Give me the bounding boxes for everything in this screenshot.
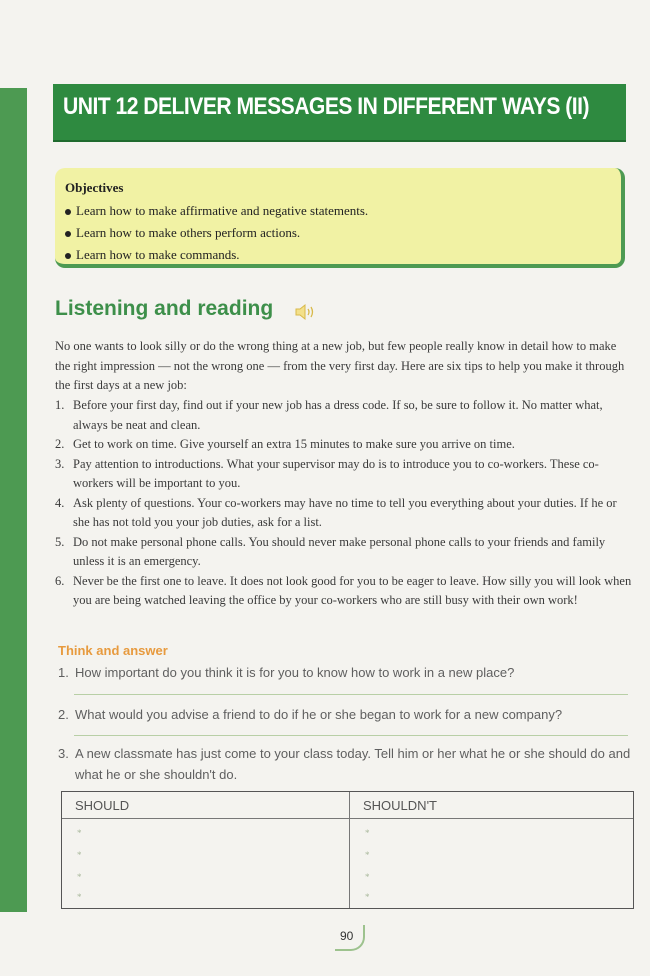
tip-item xyxy=(55,455,632,494)
should-entry-bullet[interactable]: * xyxy=(77,850,82,860)
page-number-badge xyxy=(335,925,365,951)
objective-item xyxy=(65,223,368,245)
bullet-icon xyxy=(65,253,71,259)
bullet-icon xyxy=(65,231,71,237)
tip-number: 5. xyxy=(55,534,65,549)
shouldnt-entry-bullet[interactable]: * xyxy=(365,850,370,860)
speaker-icon xyxy=(293,301,317,323)
think-and-answer-heading: Think and answer xyxy=(58,643,168,658)
tip-number: 2. xyxy=(55,437,65,451)
shouldnt-entry-bullet[interactable]: * xyxy=(365,872,370,882)
should-entry-bullet[interactable]: * xyxy=(77,872,82,882)
tip-number: 1. xyxy=(55,398,65,412)
question-2 xyxy=(58,704,634,725)
shouldnt-entry-bullet[interactable]: * xyxy=(365,892,370,902)
objective-text: Learn how to make others perform actions. xyxy=(76,225,301,240)
side-color-bar xyxy=(0,88,27,912)
question-number: 2. xyxy=(58,707,69,722)
objective-item xyxy=(65,201,368,223)
tip-text: Never be the first one to leave. It does not look good for you to be eager to leave. How silly you will look when you are being watched leaving the office by your co-workers who are still busy with their own work! xyxy=(73,573,632,607)
unit-banner xyxy=(53,84,626,140)
tip-text: Get to work on time. Give yourself an extra 15 minutes to make sure you arrive on time. xyxy=(73,437,515,451)
section-title: Listening and reading xyxy=(55,297,274,320)
should-entry-bullet[interactable]: * xyxy=(77,892,82,902)
tip-item xyxy=(55,435,632,455)
objectives-heading: Objectives xyxy=(65,180,124,195)
objective-item xyxy=(65,245,368,267)
answer-line-1[interactable] xyxy=(74,694,628,695)
tip-item xyxy=(55,396,632,435)
unit-title: UNIT 12 DELIVER MESSAGES IN DIFFERENT WAYS (II) xyxy=(63,93,589,120)
question-1 xyxy=(58,662,634,683)
tip-item xyxy=(55,494,632,533)
tip-number: 3. xyxy=(55,456,65,471)
objectives-box xyxy=(55,168,625,268)
objectives-list xyxy=(65,201,368,267)
question-text: What would you advise a friend to do if he or she began to work for a new company? xyxy=(75,707,563,722)
tip-text: Before your first day, find out if your new job has a dress code. If so, be sure to follow it. No matter what, always be neat and clean. xyxy=(73,398,603,432)
tip-number: 4. xyxy=(55,495,65,510)
tip-text: Pay attention to introductions. What your supervisor may do is to introduce you to co-workers. These co-workers will be important to you. xyxy=(73,456,599,490)
question-3 xyxy=(58,743,634,785)
tip-item xyxy=(55,533,632,572)
column-header-should: SHOULD xyxy=(75,798,130,813)
question-text: A new classmate has just come to your class today. Tell him or her what he or she should do and what he or she shouldn't do. xyxy=(75,746,631,782)
table-header-row xyxy=(62,792,633,819)
objective-text: Learn how to make commands. xyxy=(76,247,240,262)
should-shouldnt-table xyxy=(61,791,634,909)
question-number: 1. xyxy=(58,665,69,680)
intro-paragraph: No one wants to look silly or do the wrong thing at a new job, but few people really know in detail how to make the right impression — not the wrong one — from the very first day. Here are six tips to help you make it through the first days at a new job: xyxy=(55,339,625,392)
bullet-icon xyxy=(65,209,71,215)
column-header-shouldnt: SHOULDN'T xyxy=(363,798,437,813)
page-number: 90 xyxy=(340,929,354,943)
tip-number: 6. xyxy=(55,573,65,588)
tips-list xyxy=(55,396,632,611)
question-number: 3. xyxy=(58,746,69,761)
question-text: How important do you think it is for you to know how to work in a new place? xyxy=(75,665,515,680)
objective-text: Learn how to make affirmative and negative statements. xyxy=(76,203,369,218)
tip-text: Do not make personal phone calls. You should never make personal phone calls to your friends and family unless it is an emergency. xyxy=(73,534,606,568)
tip-text: Ask plenty of questions. Your co-workers may have no time to tell you everything about your duties. If he or she has not told you your job duties, ask for a list. xyxy=(73,495,617,529)
answer-line-2[interactable] xyxy=(74,735,628,736)
should-entry-bullet[interactable]: * xyxy=(77,828,82,838)
column-divider xyxy=(349,792,350,908)
tip-item xyxy=(55,572,632,611)
shouldnt-entry-bullet[interactable]: * xyxy=(365,828,370,838)
